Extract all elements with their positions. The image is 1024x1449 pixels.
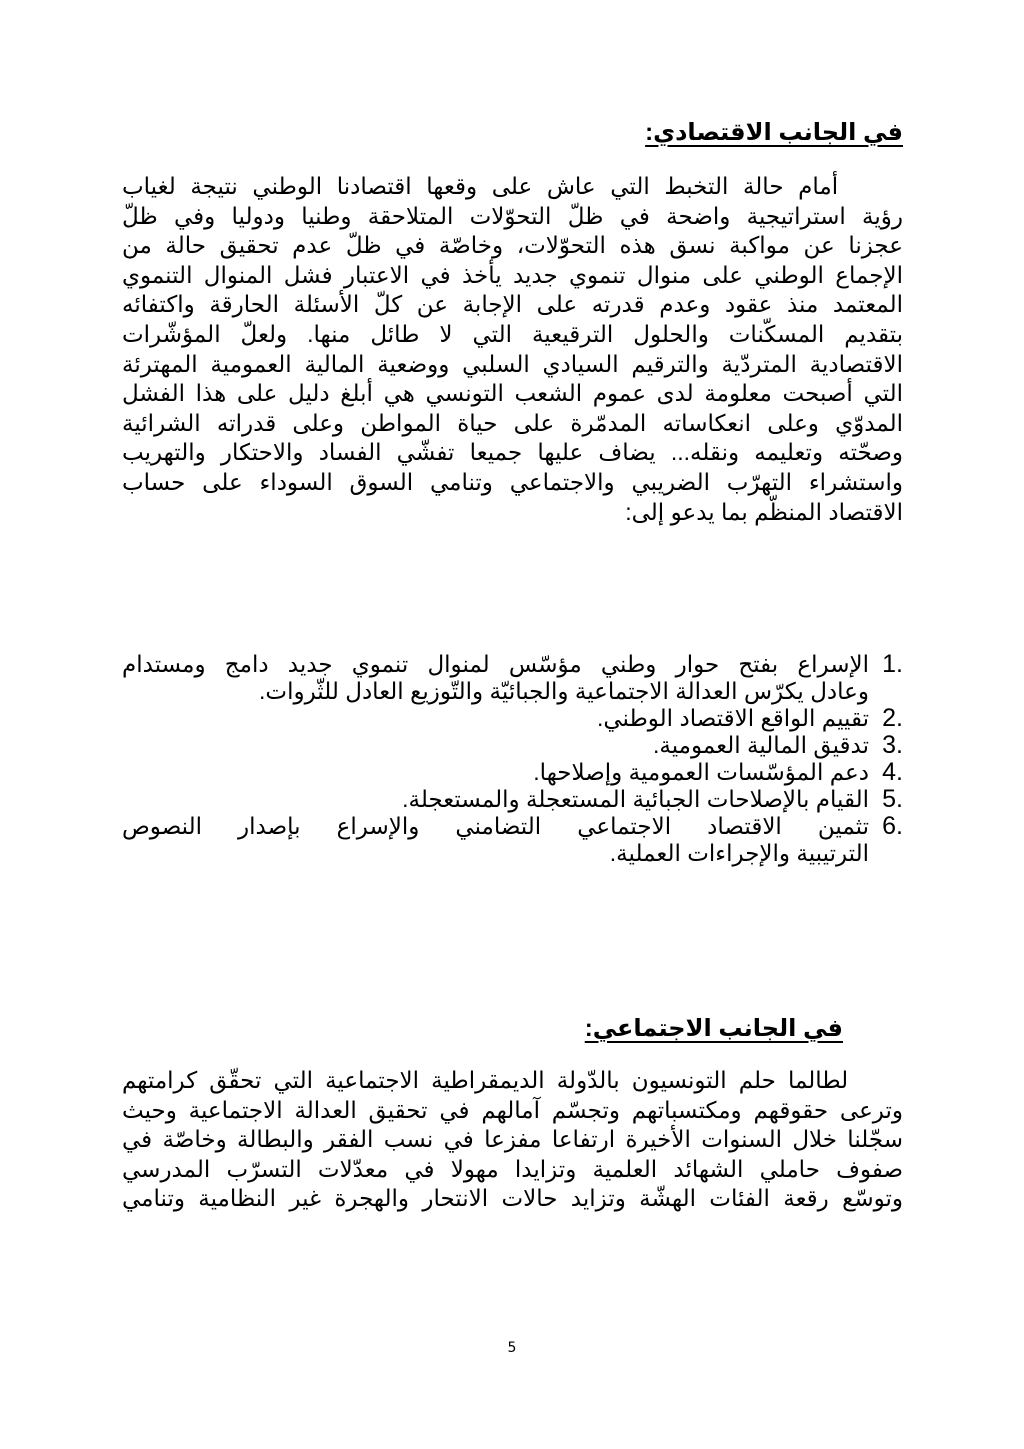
economic-recommendations-list — [122, 651, 903, 867]
economic-paragraph — [122, 172, 903, 527]
list-item-line: تقييم الواقع الاقتصاد الوطني. — [596, 705, 869, 731]
list-item — [122, 786, 903, 813]
list-item-line: الإسراع بفتح حوار وطني مؤسّس لمنوال تنموي جديد دامج ومستدام — [122, 651, 869, 677]
list-number: 1. — [882, 650, 903, 678]
list-number: 4. — [882, 758, 903, 786]
list-number: 5. — [882, 785, 903, 813]
paragraph-line: المدوّي وعلى انعكاساته المدمّرة على حياة المواطن وعلى قدراته الشرائية — [122, 409, 903, 436]
list-item-line: تثمين الاقتصاد الاجتماعي التضامني والإسراع بإصدار النصوص — [122, 813, 869, 839]
paragraph-line: عجزنا عن مواكبة نسق هذه التحوّلات، وخاصّة في ظلّ عدم تحقيق حالة من — [122, 232, 903, 259]
paragraph-line: الاقتصادية المتردّية والترقيم السيادي السلبي ووضعية المالية العمومية المهترئة — [122, 350, 903, 377]
section-heading-social: في الجانب الاجتماعي: — [584, 1015, 843, 1042]
page-number: 5 — [507, 1340, 517, 1356]
paragraph-line: المعتمد منذ عقود وعدم قدرته على الإجابة عن كلّ الأسئلة الحارقة واكتفائه — [122, 291, 903, 318]
paragraph-line: وصحّته وتعليمه ونقله... يضاف عليها جميعا تفشّي الفساد والاحتكار والتهريب — [122, 439, 903, 466]
list-item — [122, 759, 903, 786]
list-number: 3. — [882, 731, 903, 759]
paragraph-line: صفوف حاملي الشهائد العلمية وتزايدا مهولا في معدّلات التسرّب المدرسي — [122, 1155, 903, 1182]
paragraph-line: واستشراء التهرّب الضريبي والاجتماعي وتنامي السوق السوداء على حساب — [122, 468, 903, 495]
paragraph-line: سجّلنا خلال السنوات الأخيرة ارتفاعا مفزعا في نسب الفقر والبطالة وخاصّة في — [122, 1126, 903, 1153]
list-item-line: دعم المؤسّسات العمومية وإصلاحها. — [533, 759, 869, 785]
list-item-line: الترتيبية والإجراءات العملية. — [609, 840, 869, 866]
paragraph-line: رؤية استراتيجية واضحة في ظلّ التحوّلات المتلاحقة وطنيا ودوليا وفي ظلّ — [122, 202, 903, 229]
paragraph-line: التي أصبحت معلومة لدى عموم الشعب التونسي هي أبلغ دليل على هذا الفشل — [122, 380, 903, 407]
paragraph-line: الإجماع الوطني على منوال تنموي جديد يأخذ في الاعتبار فشل المنوال التنموي — [122, 261, 903, 288]
paragraph-line: وتوسّع رقعة الفئات الهشّة وتزايد حالات الانتحار والهجرة غير النظامية وتنامي — [122, 1185, 903, 1212]
list-number: 6. — [882, 812, 903, 840]
list-item — [122, 705, 903, 732]
list-number: 2. — [882, 704, 903, 732]
list-item — [122, 732, 903, 759]
list-item — [122, 651, 903, 705]
list-item-line: تدقيق المالية العمومية. — [652, 732, 869, 758]
paragraph-line: أمام حالة التخبط التي عاش على وقعها اقتصادنا الوطني نتيجة لغياب — [122, 173, 903, 199]
paragraph-line: الاقتصاد المنظّم بما يدعو إلى: — [625, 498, 903, 525]
paragraph-line: وترعى حقوقهم ومكتسباتهم وتجسّم آمالهم في تحقيق العدالة الاجتماعية وحيث — [122, 1096, 903, 1123]
list-item — [122, 813, 903, 867]
section-heading-economic: في الجانب الاقتصادي: — [645, 119, 903, 146]
paragraph-line: بتقديم المسكّنات والحلول الترقيعية التي لا طائل منها. ولعلّ المؤشّرات — [122, 320, 903, 347]
list-item-line: وعادل يكرّس العدالة الاجتماعية والجبائيّة والتّوزيع العادل للثّروات. — [259, 678, 869, 704]
paragraph-line: لطالما حلم التونسيون بالدّولة الديمقراطية الاجتماعية التي تحقّق كرامتهم — [122, 1067, 903, 1093]
social-paragraph — [122, 1066, 903, 1214]
list-item-line: القيام بالإصلاحات الجبائية المستعجلة والمستعجلة. — [402, 786, 869, 812]
